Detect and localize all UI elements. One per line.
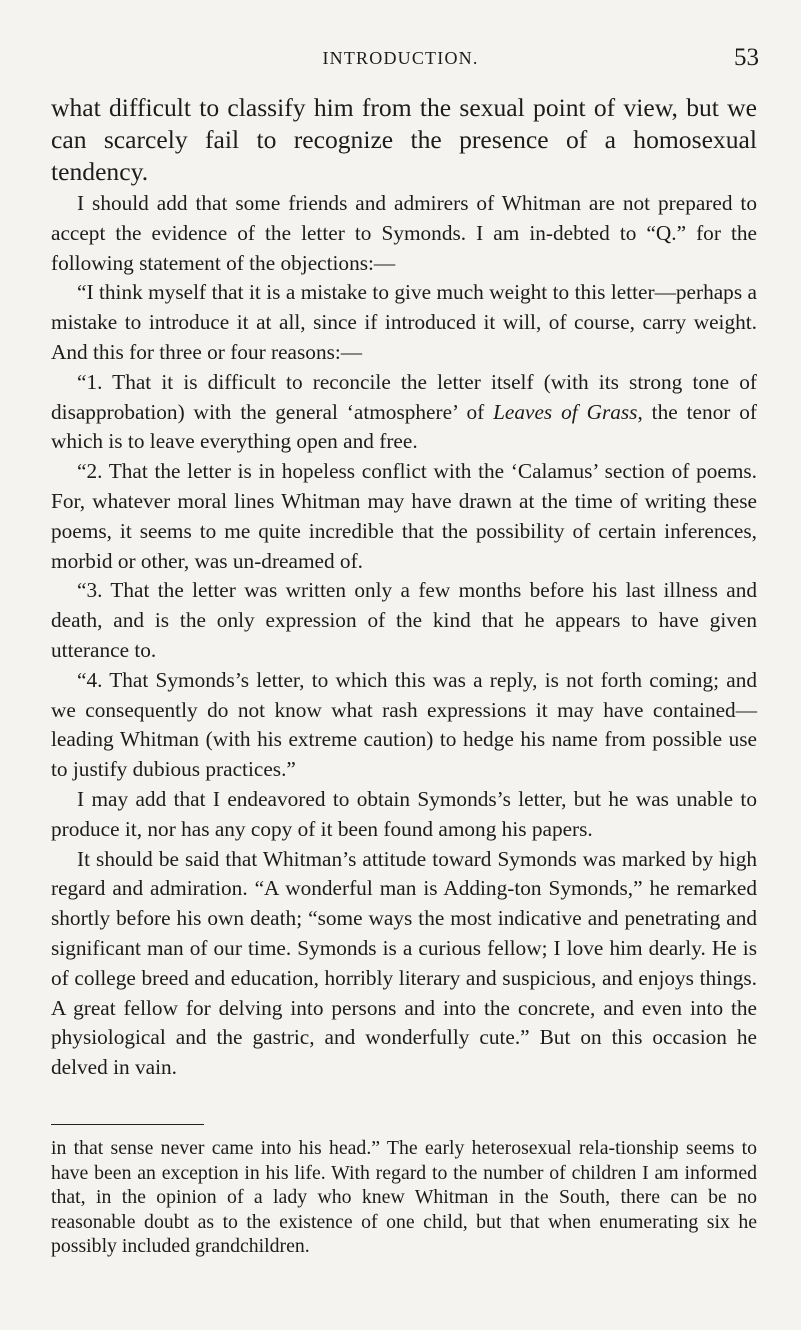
quoted-paragraph: “I think myself that it is a mistake to give much weight to this letter—perhaps a mistake to introduce it at all, since if introduced it will, of course, carry weight. And this for three or four reasons:— [51,280,757,364]
footnote: in that sense never came into his head.” The early heterosexual rela-tionship seems to have been an exception in his life. With regard to the number of children I am informed that, in the opinion of a lady who knew Whitman in the South, there can be no reasonable doubt as to the existence of one child, but that when enumerating six he possibly included grandchildren. [51,1137,757,1258]
paragraph: I may add that I endeavored to obtain Symonds’s letter, but he was unable to produce it, nor has any copy of it been found among his papers. [51,786,757,841]
book-title: Leaves of Grass [493,399,638,424]
quoted-reason-2: “2. That the letter is in hopeless conflict with the ‘Calamus’ section of poems. For, whatever moral lines Whitman may have drawn at the time of writing these poems, it seems to me quite incredible that the possibility of certain inferences, morbid or other, was un-dreamed of. [51,459,757,573]
footnote-rule [51,1124,204,1125]
paragraph: I should add that some friends and admirers of Whitman are not prepared to accept the evidence of the letter to Symonds. I am in-debted to “Q.” for the following statement of the objections:— [51,191,757,275]
reason-1-text-a: “1. That it is difficult to reconcile the letter itself (with its strong tone of disapprobation) with the general ‘atmosphere’ of [51,369,757,424]
paragraph-continued: what difficult to classify him from the sexual point of view, but we can scarcely fail to recognize the presence of a homosexual tendency. [51,93,757,186]
reason-1-text-b: , the tenor of which is to leave everything open and free. [51,399,757,454]
page-number: 53 [734,44,759,71]
quoted-reason-1 [51,368,757,457]
paragraph: It should be said that Whitman’s attitude toward Symonds was marked by high regard and admiration. “A wonderful man is Adding-ton Symonds,” he remarked shortly before his own death; “some ways the most indicative and penetrating and significant man of our time. Symonds is a curious fellow; I love him dearly. He is of college breed and education, horribly literary and suspicious, and enjoys things. A great fellow for delving into persons and into the concrete, and even into the physiological and the gastric, and wonderfully cute.” But on this occasion he delved in vain. [51,846,757,1080]
running-title: INTRODUCTION. [322,48,479,68]
quoted-reason-4: “4. That Symonds’s letter, to which this was a reply, is not forth coming; and we consequently do not know what rash expressions it may have contained—leading Whitman (with his extreme caution) to hedge his name from possible use to justify dubious practices.” [51,667,757,782]
body-text [51,92,757,1083]
quoted-reason-3: “3. That the letter was written only a few months before his last illness and death, and is the only expression of the kind that he appears to have given utterance to. [51,578,757,662]
running-head [0,44,801,78]
